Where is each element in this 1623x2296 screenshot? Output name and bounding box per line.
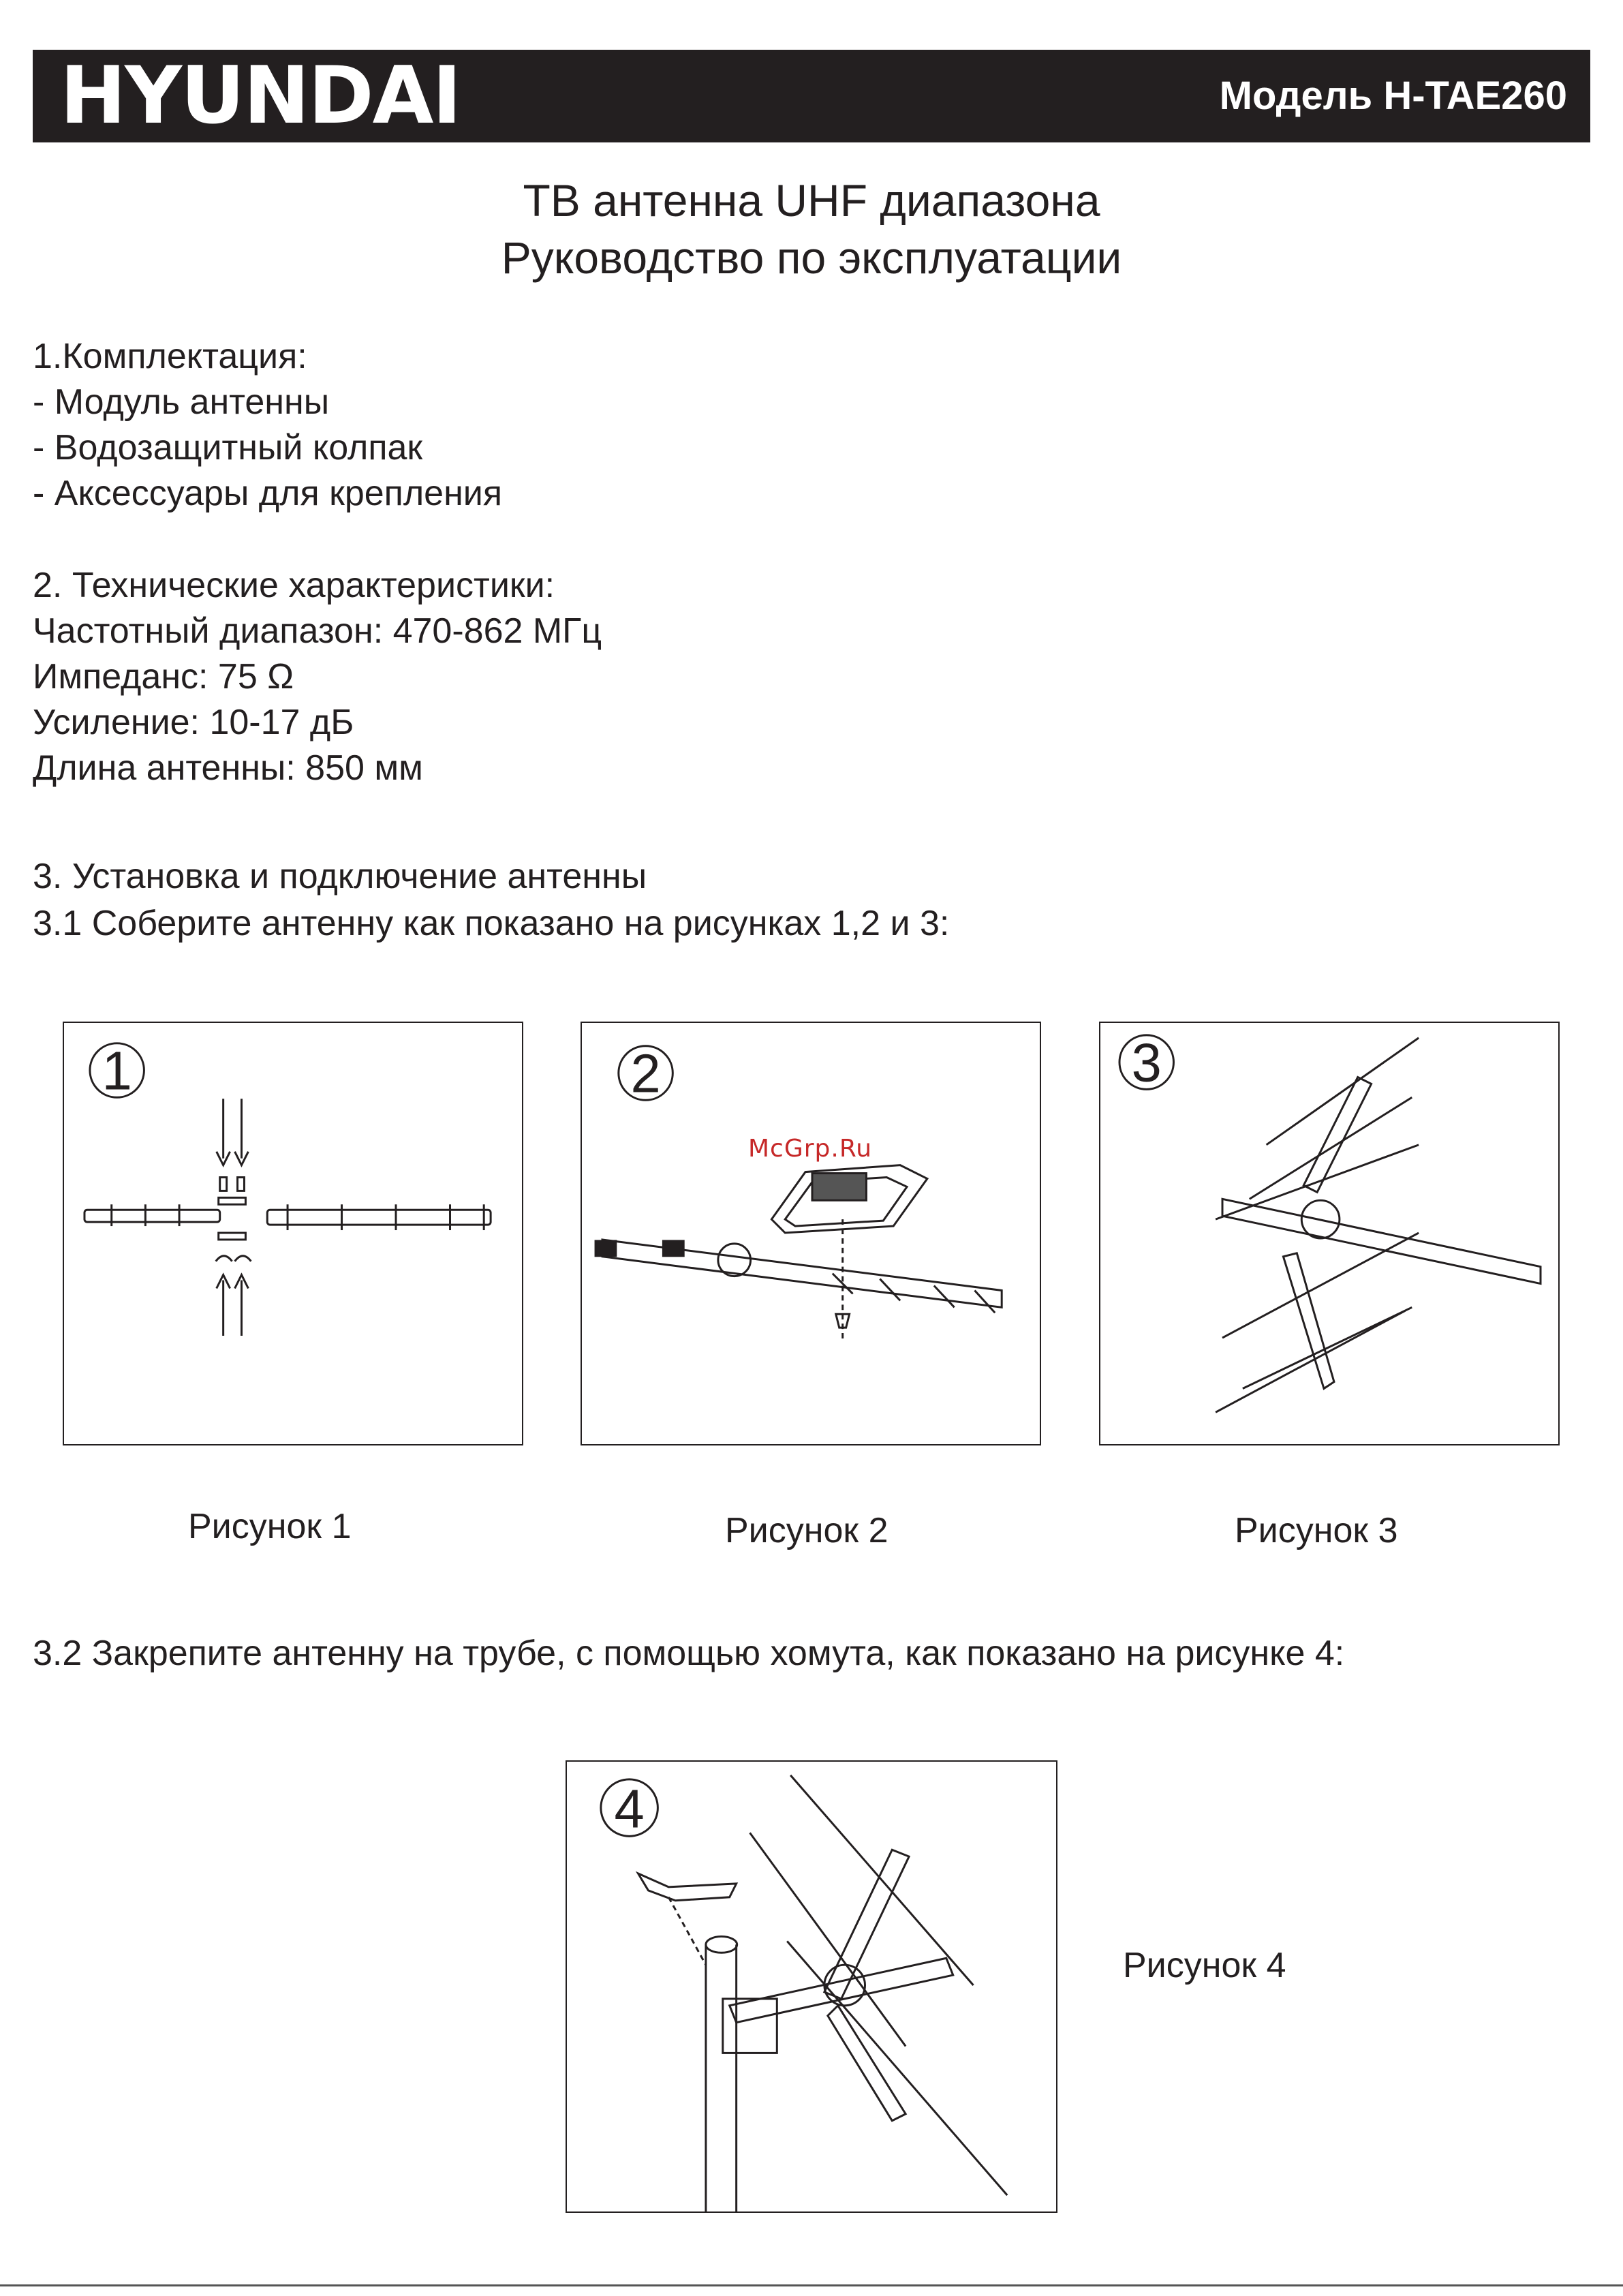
section2-heading: 2. Технические характеристики: [33,566,555,605]
document-title: ТВ антенна UHF диапазона [523,175,1100,226]
figure-3-drawing [1100,1023,1558,1444]
figure-2-drawing [582,1023,1040,1444]
brand-logo: HYUNDAI [60,50,461,142]
figure-4-number: 4 [614,1778,645,1839]
step-3-1: 3.1 Соберите антенну как показано на рисунках 1,2 и 3: [33,904,950,943]
spec-item: Импеданс: 75 Ω [33,657,294,697]
figure-3-number: 3 [1131,1032,1162,1093]
figure-2 [581,1022,1041,1445]
package-item: - Водозащитный колпак [33,428,423,468]
section3-heading: 3. Установка и подключение антенны [33,857,647,896]
spec-item: Усиление: 10-17 дБ [33,703,354,742]
figure-1 [63,1022,523,1445]
page-bottom-rule [0,2284,1623,2286]
document-subtitle: Руководство по эксплуатации [501,232,1122,283]
figure-1-number: 1 [102,1040,132,1101]
figure-4-drawing [567,1762,1056,2211]
figure-4-caption: Рисунок 4 [1123,1946,1286,1985]
figure-1-caption: Рисунок 1 [188,1507,352,1546]
spec-item: Длина антенны: 850 мм [33,748,423,788]
figure-2-number: 2 [630,1043,661,1104]
package-item: - Аксессуары для крепления [33,474,502,513]
model-label: Модель H-TAE260 [1219,74,1567,118]
figure-4 [566,1760,1057,2213]
figure-1-drawing [64,1023,522,1444]
header-bar [33,50,1590,142]
figure-3-caption: Рисунок 3 [1235,1511,1398,1550]
figure-2-caption: Рисунок 2 [725,1511,888,1550]
package-item: - Модуль антенны [33,382,330,422]
spec-item: Частотный диапазон: 470-862 МГц [33,611,602,651]
section1-heading: 1.Комплектация: [33,337,307,376]
step-3-2: 3.2 Закрепите антенну на трубе, с помощью хомута, как показано на рисунке 4: [33,1634,1345,1673]
watermark: McGrp.Ru [748,1135,873,1163]
figure-3 [1099,1022,1560,1445]
